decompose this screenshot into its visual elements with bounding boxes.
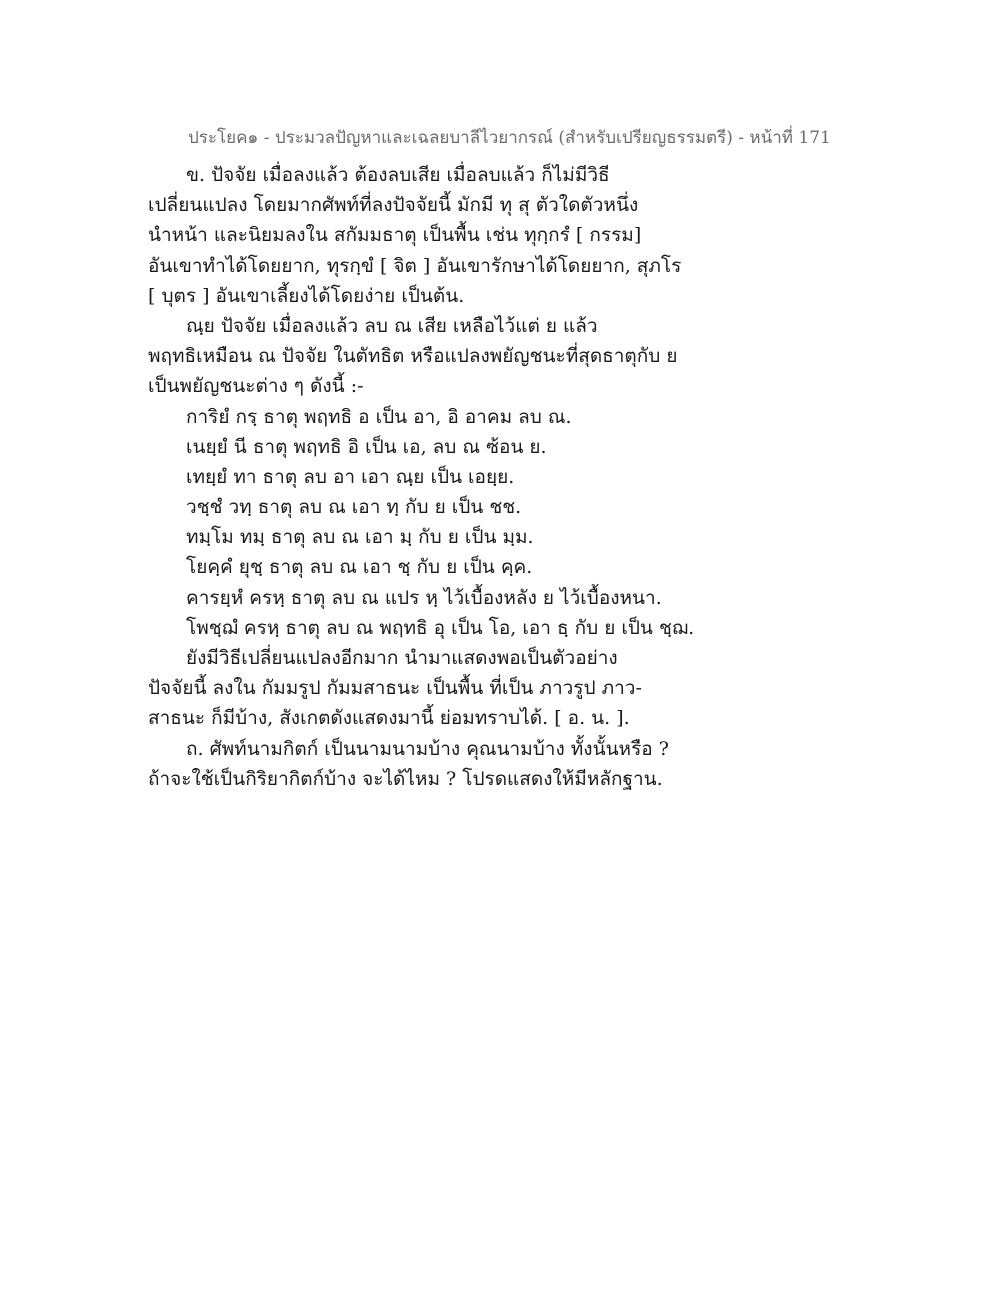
example-line: โพชฺฌํ ครหฺ ธาตุ ลบ ณ พฤทธิ อุ เป็น โอ, เอา ธฺ กับ ย เป็น ชฺฌ. bbox=[186, 616, 695, 639]
text-line: นำหน้า และนิยมลงใน สกัมมธาตุ เป็นพื้น เช่น ทุกฺกรํ [ กรรม] bbox=[148, 224, 642, 247]
text-line: เปลี่ยนแปลง โดยมากศัพท์ที่ลงปัจจัยนี้ มักมี ทุ สุ ตัวใดตัวหนึ่ง bbox=[148, 194, 639, 217]
question-line: ถ้าจะใช้เป็นกิริยากิตก์บ้าง จะได้ไหม ? โปรดแสดงให้มีหลักฐาน. bbox=[148, 767, 663, 790]
text-line: สาธนะ ก็มีบ้าง, สังเกตดังแสดงมานี้ ย่อมทราบได้. [ อ. น. ]. bbox=[148, 707, 630, 730]
text-line: อันเขาทำได้โดยยาก, ทุรกฺขํ [ จิต ] อันเขารักษาได้โดยยาก, สุภโร bbox=[148, 254, 682, 277]
text-line: เป็นพยัญชนะต่าง ๆ ดังนี้ :- bbox=[148, 375, 364, 398]
text-line: พฤทธิเหมือน ณ ปัจจัย ในตัทธิต หรือแปลงพยัญชนะที่สุดธาตุกับ ย bbox=[148, 345, 678, 368]
example-line: ทมฺโม ทมฺ ธาตุ ลบ ณ เอา มฺ กับ ย เป็น มฺม. bbox=[186, 526, 534, 549]
text-line: ณฺย ปัจจัย เมื่อลงแล้ว ลบ ณ เสีย เหลือไว้แต่ ย แล้ว bbox=[186, 314, 598, 337]
text-line: ข. ปัจจัย เมื่อลงแล้ว ต้องลบเสีย เมื่อลบแล้ว ก็ไม่มีวิธี bbox=[186, 164, 610, 186]
example-line: การิยํ กรฺ ธาตุ พฤทธิ อ เป็น อา, อิ อาคม ลบ ณ. bbox=[186, 405, 572, 428]
text-line: [ บุตร ] อันเขาเลี้ยงได้โดยง่าย เป็นต้น. bbox=[148, 284, 465, 307]
example-line: เนยฺยํ นี ธาตุ พฤทธิ อิ เป็น เอ, ลบ ณ ซ้อน ย. bbox=[186, 435, 547, 458]
text-line: ยังมีวิธีเปลี่ยนแปลงอีกมาก นำมาแสดงพอเป็นตัวอย่าง bbox=[186, 647, 618, 669]
body-text bbox=[148, 160, 868, 794]
question-line: ถ. ศัพท์นามกิตก์ เป็นนามนามบ้าง คุณนามบ้าง ทั้งนั้นหรือ ? bbox=[186, 737, 669, 760]
text-line: ปัจจัยนี้ ลงใน กัมมรูป กัมมสาธนะ เป็นพื้น ที่เป็น ภาวรูป ภาว- bbox=[148, 677, 642, 700]
page-header: ประโยค๑ - ประมวลปัญหาและเฉลยบาลีไวยากรณ์ (สำหรับเปรียญธรรมตรี) - หน้าที่ 171 bbox=[188, 128, 831, 148]
example-line: โยคฺคํ ยุชฺ ธาตุ ลบ ณ เอา ชฺ กับ ย เป็น คฺค. bbox=[186, 556, 533, 579]
example-line: วชฺชํ วทฺ ธาตุ ลบ ณ เอา ทฺ กับ ย เป็น ชช. bbox=[186, 496, 522, 519]
example-line: คารยฺหํ ครหฺ ธาตุ ลบ ณ แปร หฺ ไว้เบื้องหลัง ย ไว้เบื้องหนา. bbox=[186, 586, 662, 609]
example-line: เทยฺยํ ทา ธาตุ ลบ อา เอา ณฺย เป็น เอยฺย. bbox=[186, 465, 515, 488]
